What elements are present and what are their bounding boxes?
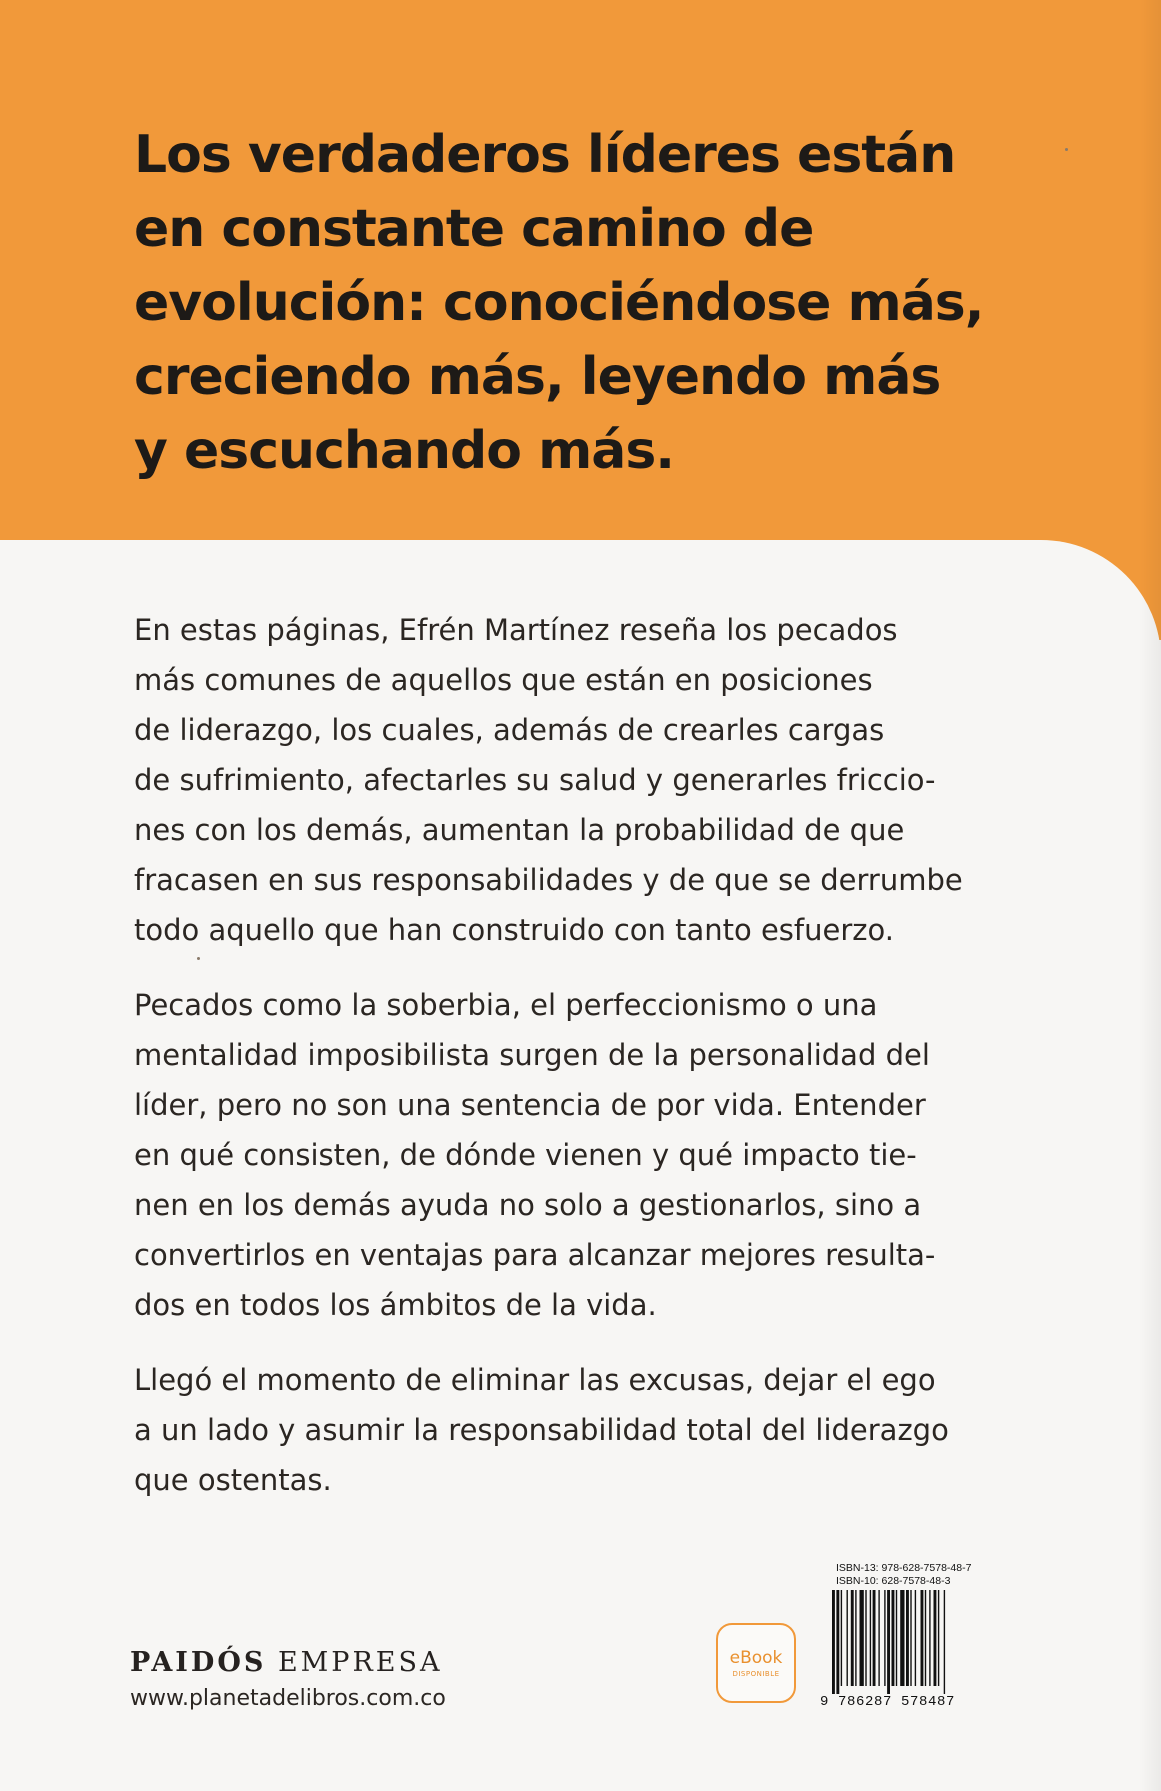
paragraph-line: nen en los demás ayuda no solo a gestionarlos, sino a [134, 1188, 922, 1222]
barcode-bar [878, 1590, 879, 1686]
quote-line: en constante camino de [134, 199, 814, 259]
barcode-bar [887, 1590, 890, 1694]
barcode-bar [938, 1590, 939, 1686]
paragraph-line: convertirlos en ventajas para alcanzar mejores resulta- [134, 1238, 936, 1272]
isbn-10: ISBN-10: 628-7578-48-3 [836, 1575, 951, 1587]
paragraph-line: de liderazgo, los cuales, además de crearles cargas [134, 713, 885, 747]
paragraph-line: que ostentas. [134, 1463, 332, 1497]
synopsis-paragraph-1 [134, 605, 992, 955]
isbn-block [836, 1562, 971, 1588]
paragraph-line: todo aquello que han construido con tanto esfuerzo. [134, 913, 894, 947]
barcode-bar [896, 1590, 897, 1686]
quote-line: evolución: conociéndose más, [134, 273, 984, 333]
barcode-bar [855, 1590, 856, 1686]
barcode-bar [892, 1590, 895, 1686]
ebook-label: eBook [729, 1648, 783, 1668]
barcode-number: 9 786287 578487 [820, 1694, 956, 1710]
barcode-icon [830, 1590, 980, 1694]
paragraph-line: Pecados como la soberbia, el perfeccionismo o una [134, 988, 878, 1022]
ebook-sublabel: DISPONIBLE [732, 1670, 780, 1678]
paragraph-line: de sufrimiento, afectarles su salud y generarles friccio- [134, 763, 936, 797]
paragraph-line: Llegó el momento de eliminar las excusas, dejar el ego [134, 1363, 936, 1397]
barcode-bar [860, 1590, 864, 1686]
quote-line: Los verdaderos líderes están [134, 125, 956, 185]
paragraph-line: dos en todos los ámbitos de la vida. [134, 1288, 657, 1322]
isbn-13: ISBN-13: 978-628-7578-48-7 [836, 1562, 972, 1574]
barcode-bar [906, 1590, 909, 1686]
paragraph-line: a un lado y asumir la responsabilidad total del liderazgo [134, 1413, 949, 1447]
paragraph-line: nes con los demás, aumentan la probabilidad de que [134, 813, 905, 847]
quote-line: y escuchando más. [134, 421, 675, 481]
barcode-bar [925, 1590, 926, 1686]
dust-speck [197, 957, 200, 960]
publisher-name-rest: EMPRESA [266, 1647, 443, 1678]
barcode-bar [832, 1590, 835, 1694]
barcode-bar [851, 1590, 854, 1686]
paragraph-line: en qué consisten, de dónde vienen y qué impacto tie- [134, 1138, 917, 1172]
barcode-bar [900, 1590, 904, 1686]
publisher-name-bold: PAIDÓS [130, 1647, 267, 1678]
publisher-website: www.planetadelibros.com.co [130, 1686, 446, 1711]
barcode-bar [870, 1590, 871, 1686]
paragraph-line: líder, pero no son una sentencia de por vida. Entender [134, 1088, 926, 1122]
barcode-bar [836, 1590, 839, 1694]
ebook-available-badge [716, 1623, 796, 1703]
shrink-wrap-edge [1139, 0, 1161, 1791]
paragraph-line: fracasen en sus responsabilidades y de que se derrumbe [134, 863, 963, 897]
barcode-bar [921, 1590, 924, 1686]
dust-speck [1065, 148, 1068, 151]
barcode-bar [841, 1590, 842, 1686]
barcode-bar [865, 1590, 866, 1686]
barcode-bar [873, 1590, 876, 1686]
synopsis-paragraph-2 [134, 980, 992, 1330]
pull-quote [134, 118, 1034, 488]
paragraph-line: más comunes de aquellos que están en posiciones [134, 663, 873, 697]
synopsis-paragraph-3 [134, 1355, 992, 1505]
paragraph-line: En estas páginas, Efrén Martínez reseña los pecados [134, 613, 898, 647]
barcode-bar [934, 1590, 937, 1686]
barcode-bar [915, 1590, 916, 1686]
barcode-bar [929, 1590, 930, 1686]
barcode-bar [910, 1590, 911, 1686]
barcode-bar [884, 1590, 885, 1686]
publisher-logo [130, 1647, 443, 1678]
barcode-bar [847, 1590, 848, 1686]
quote-line: creciendo más, leyendo más [134, 347, 941, 407]
paragraph-line: mentalidad imposibilista surgen de la personalidad del [134, 1038, 930, 1072]
barcode-bar [944, 1590, 945, 1694]
